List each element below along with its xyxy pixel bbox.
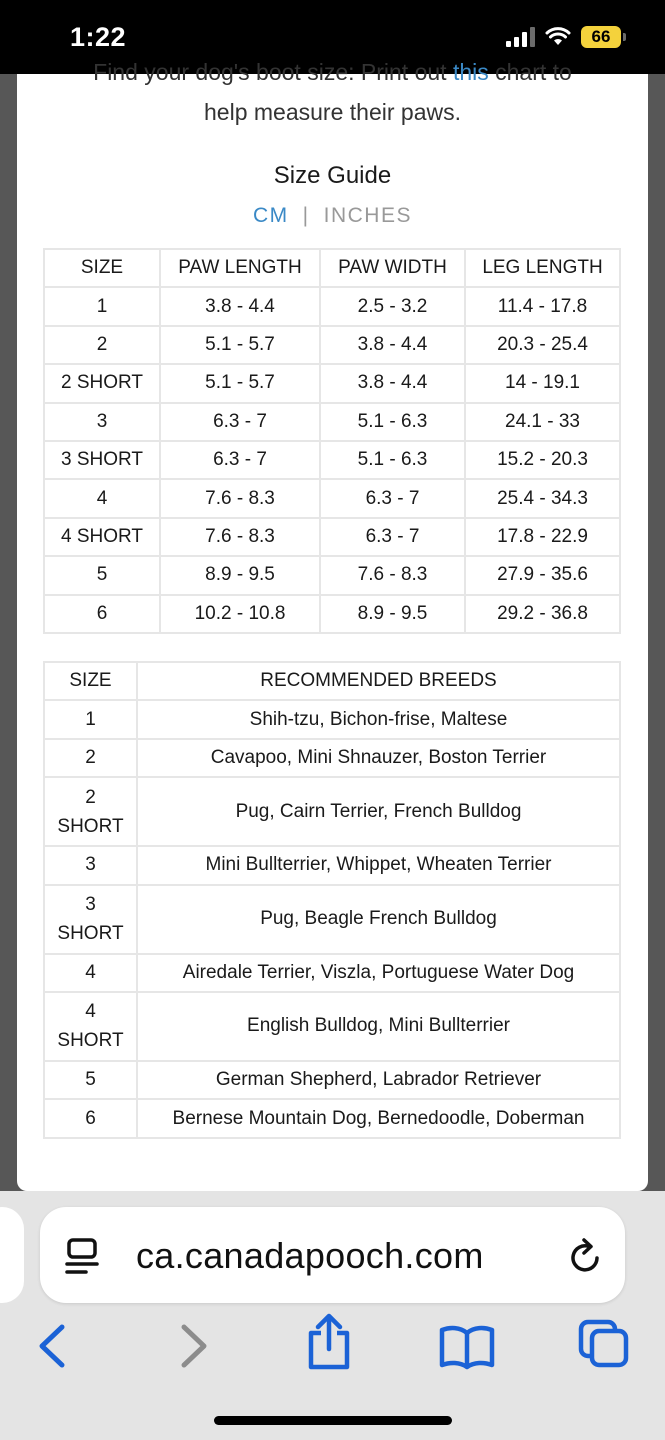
table-row	[44, 777, 620, 846]
cell-leg-length: 24.1 - 33	[465, 403, 620, 441]
cell-paw-length: 8.9 - 9.5	[160, 556, 320, 594]
table-row	[44, 739, 620, 777]
cell-leg-length: 27.9 - 35.6	[465, 556, 620, 594]
address-bar[interactable]	[40, 1207, 625, 1303]
reload-icon[interactable]	[567, 1237, 603, 1275]
cell-leg-length: 15.2 - 20.3	[465, 441, 620, 479]
table-row	[44, 1061, 620, 1099]
cell-paw-length: 7.6 - 8.3	[160, 518, 320, 556]
cell-leg-length: 29.2 - 36.8	[465, 595, 620, 633]
print-chart-link[interactable]: this	[452, 59, 489, 85]
battery-icon: 66	[581, 26, 621, 48]
size-guide-title: Size Guide	[273, 162, 392, 189]
bookmarks-icon[interactable]	[438, 1323, 496, 1369]
column-header-size: SIZE	[44, 249, 160, 287]
cell-size: 4	[44, 954, 137, 992]
table-row	[44, 885, 620, 954]
cell-paw-width: 3.8 - 4.4	[320, 364, 465, 402]
table-header-row	[44, 662, 620, 700]
cell-size: 2 SHORT	[44, 364, 160, 402]
column-header-paw-length: PAW LENGTH	[160, 249, 320, 287]
cell-breeds: Pug, Beagle French Bulldog	[137, 885, 620, 954]
table-row	[44, 846, 620, 884]
table-row	[44, 479, 620, 517]
cell-paw-width: 8.9 - 9.5	[320, 595, 465, 633]
url-text[interactable]: ca.canadapooch.com	[136, 1235, 484, 1276]
cell-size: 3	[44, 403, 160, 441]
cell-breeds: English Bulldog, Mini Bullterrier	[137, 992, 620, 1061]
table-row	[44, 441, 620, 479]
previous-tab-preview[interactable]	[0, 1207, 24, 1303]
cell-leg-length: 25.4 - 34.3	[465, 479, 620, 517]
table-row	[44, 287, 620, 325]
cell-leg-length: 14 - 19.1	[465, 364, 620, 402]
table-row	[44, 556, 620, 594]
cell-size: 2 SHORT	[44, 777, 137, 846]
status-icons	[506, 26, 621, 48]
column-header-paw-width: PAW WIDTH	[320, 249, 465, 287]
back-icon[interactable]	[36, 1323, 68, 1369]
table-header-row	[44, 249, 620, 287]
tabs-icon[interactable]	[578, 1319, 630, 1369]
cell-leg-length: 17.8 - 22.9	[465, 518, 620, 556]
table-row	[44, 954, 620, 992]
cell-size: 2	[44, 739, 137, 777]
cell-breeds: Mini Bullterrier, Whippet, Wheaten Terrier	[137, 846, 620, 884]
cell-size: 3 SHORT	[44, 441, 160, 479]
browser-bar	[0, 1191, 665, 1440]
cell-breeds: Airedale Terrier, Viszla, Portuguese Water Dog	[137, 954, 620, 992]
forward-icon[interactable]	[178, 1323, 210, 1369]
page-settings-icon[interactable]	[64, 1237, 100, 1275]
measurements-table	[43, 248, 621, 634]
wifi-icon	[545, 27, 571, 47]
cell-breeds: German Shepherd, Labrador Retriever	[137, 1061, 620, 1099]
table-row	[44, 518, 620, 556]
cell-size: 6	[44, 1099, 137, 1137]
cellular-signal-icon	[506, 27, 535, 47]
cell-leg-length: 20.3 - 25.4	[465, 326, 620, 364]
table-row	[44, 700, 620, 738]
column-header-leg-length: LEG LENGTH	[465, 249, 620, 287]
cell-paw-length: 6.3 - 7	[160, 441, 320, 479]
cell-size: 4 SHORT	[44, 518, 160, 556]
intro-line-1: Find your dog's boot size: Print out this chart to	[93, 59, 572, 85]
cell-breeds: Shih-tzu, Bichon-frise, Maltese	[137, 700, 620, 738]
share-icon[interactable]	[305, 1313, 353, 1371]
cell-size: 3	[44, 846, 137, 884]
cell-paw-length: 5.1 - 5.7	[160, 364, 320, 402]
cell-size: 3 SHORT	[44, 885, 137, 954]
table-row	[44, 1099, 620, 1137]
cell-paw-length: 7.6 - 8.3	[160, 479, 320, 517]
table-row	[44, 326, 620, 364]
cell-size: 2	[44, 326, 160, 364]
cell-leg-length: 11.4 - 17.8	[465, 287, 620, 325]
cell-paw-length: 3.8 - 4.4	[160, 287, 320, 325]
table-row	[44, 992, 620, 1061]
cell-breeds: Pug, Cairn Terrier, French Bulldog	[137, 777, 620, 846]
cell-paw-width: 6.3 - 7	[320, 479, 465, 517]
cell-size: 4 SHORT	[44, 992, 137, 1061]
cell-size: 5	[44, 1061, 137, 1099]
cell-size: 6	[44, 595, 160, 633]
tab-inches[interactable]: INCHES	[323, 204, 412, 227]
column-header-size: SIZE	[44, 662, 137, 700]
cell-paw-length: 6.3 - 7	[160, 403, 320, 441]
cell-paw-width: 5.1 - 6.3	[320, 441, 465, 479]
cell-breeds: Cavapoo, Mini Shnauzer, Boston Terrier	[137, 739, 620, 777]
cell-paw-length: 10.2 - 10.8	[160, 595, 320, 633]
cell-paw-length: 5.1 - 5.7	[160, 326, 320, 364]
browser-toolbar	[0, 1315, 665, 1385]
cell-breeds: Bernese Mountain Dog, Bernedoodle, Doberman	[137, 1099, 620, 1137]
unit-separator: |	[302, 204, 310, 227]
cell-paw-width: 7.6 - 8.3	[320, 556, 465, 594]
intro-line-2: help measure their paws.	[204, 99, 461, 125]
breeds-table	[43, 661, 621, 1139]
column-header-recommended-breeds: RECOMMENDED BREEDS	[137, 662, 620, 700]
status-time: 1:22	[70, 22, 127, 52]
cell-size: 4	[44, 479, 160, 517]
cell-paw-width: 3.8 - 4.4	[320, 326, 465, 364]
web-page	[17, 59, 648, 1191]
cell-size: 1	[44, 700, 137, 738]
home-indicator	[214, 1416, 452, 1425]
unit-tabs	[17, 204, 648, 228]
table-row	[44, 403, 620, 441]
cell-paw-width: 5.1 - 6.3	[320, 403, 465, 441]
table-row	[44, 595, 620, 633]
cell-paw-width: 2.5 - 3.2	[320, 287, 465, 325]
intro-text	[17, 52, 648, 132]
tab-cm[interactable]: CM	[253, 204, 289, 227]
cell-size: 5	[44, 556, 160, 594]
cell-paw-width: 6.3 - 7	[320, 518, 465, 556]
cell-size: 1	[44, 287, 160, 325]
table-row	[44, 364, 620, 402]
